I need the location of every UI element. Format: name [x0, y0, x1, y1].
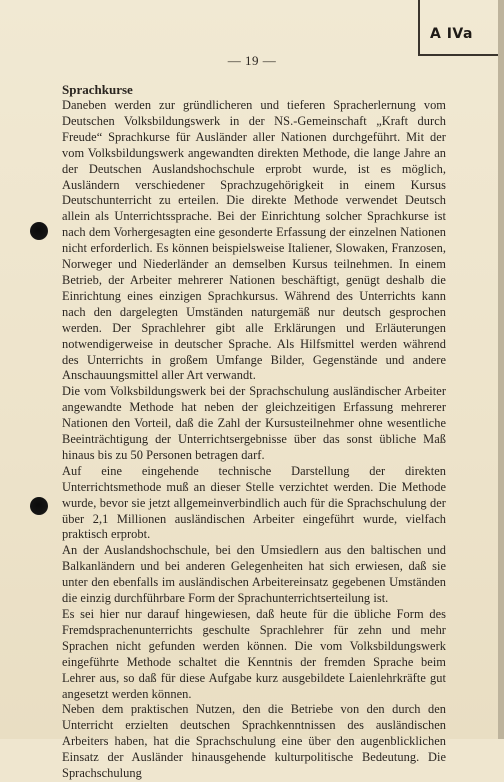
paragraph: Es sei hier nur darauf hingewiesen, daß heute für die übliche Form des Fremdsprachenunterrichts geschulte Sprachlehrer für zehn und mehr Sprachen nicht gefunden werden können. Die vom Volksbildungswerk eingeführte Methode schaltet die Kenntnis der fremden Sprache beim Lehrer aus, so daß für diese Aufgabe kurz ausgebildete Laienlehrkräfte gut angesetzt werden können. — [62, 607, 446, 701]
body-text — [62, 98, 446, 782]
punch-hole — [30, 497, 48, 515]
paragraph: Daneben werden zur gründlicheren und tieferen Spracherlernung vom Deutschen Volksbildungswerk in der NS.-Gemeinschaft „Kraft durch Freude“ Sprachkurse für Ausländer aller Nationen durchgeführt. Mit der vom Volksbildungswerk angewandten direkten Methode, die lange Jahre an der Deutschen Auslandshochschule erprobt wurde, ist es möglich, Ausländern verschiedener Sprachzugehörigkeit in einem Kursus Deutschunterricht zu erteilen. Die direkte Methode verwendet Deutsch allein als Unterrichtssprache. Bei der Einrichtung solcher Sprachkurse ist nach dem Vorhergesagten eine gesonderte Erfassung der einzelnen Nationen nicht erforderlich. Es können beispielsweise Italiener, Slowaken, Franzosen, Norweger und Niederländer an demselben Kursus teilnehmen. In einem Betrieb, der Arbeiter mehrerer Nationen beschäftigt, genügt deshalb die Einrichtung eines einzigen Sprachkursus. Während des Unterrichts kann nach den dargelegten Umständen naturgemäß nur deutsch gesprochen werden. Der Sprachlehrer gibt alle Erklärungen und Erläuterungen notwendigerweise in deutscher Sprache. Als Hilfsmittel werden während des Unterrichts in großem Umfange Bilder, Gegenstände und andere Anschauungsmittel aller Art verwandt. — [62, 98, 446, 383]
page-edge-shadow — [498, 0, 504, 739]
paragraph: Die vom Volksbildungswerk bei der Sprachschulung ausländischer Arbeiter angewandte Methode hat neben der gleichzeitigen Erfassung mehrerer Nationen den Vorteil, daß die Zahl der Kursusteilnehmer ohne wesentliche Beeinträchtigung der Unterrichtsergebnisse über das sonst übliche Maß hinaus bis zu 50 Personen betragen darf. — [62, 384, 446, 462]
archive-label: A IVa — [430, 26, 473, 42]
section-heading: Sprachkurse — [62, 82, 133, 97]
page-number: — 19 — — [227, 53, 277, 68]
paragraph: An der Auslandshochschule, bei den Umsiedlern aus den baltischen und Balkanländern und bei anderen Gelegenheiten hat sich erwiesen, daß sie unter den ebenfalls im ausländischen Arbeitereinsatz gegebenen Umständen die einzig durchführbare Form der Sprachunterrichtserteilung ist. — [62, 543, 446, 606]
paragraph: Auf eine eingehende technische Darstellung der direkten Unterrichtsmethode muß an dieser Stelle verzichtet werden. Die Methode wurde, bevor sie jetzt allgemeinverbindlich auch für die Sprachschulung der über 2,1 Millionen ausländischen Arbeiter eingeführt wurde, vielfach praktisch erprobt. — [62, 463, 446, 542]
punch-hole — [30, 222, 48, 240]
paragraph: Neben dem praktischen Nutzen, den die Betriebe von den durch den Unterricht erzielten deutschen Sprachkenntnissen des ausländischen Arbeiters haben, hat die Sprachschulung eine über den augenblicklichen Einsatz der Ausländer hinausgehende kulturpolitische Bedeutung. Die Sprachschulung — [62, 702, 446, 781]
